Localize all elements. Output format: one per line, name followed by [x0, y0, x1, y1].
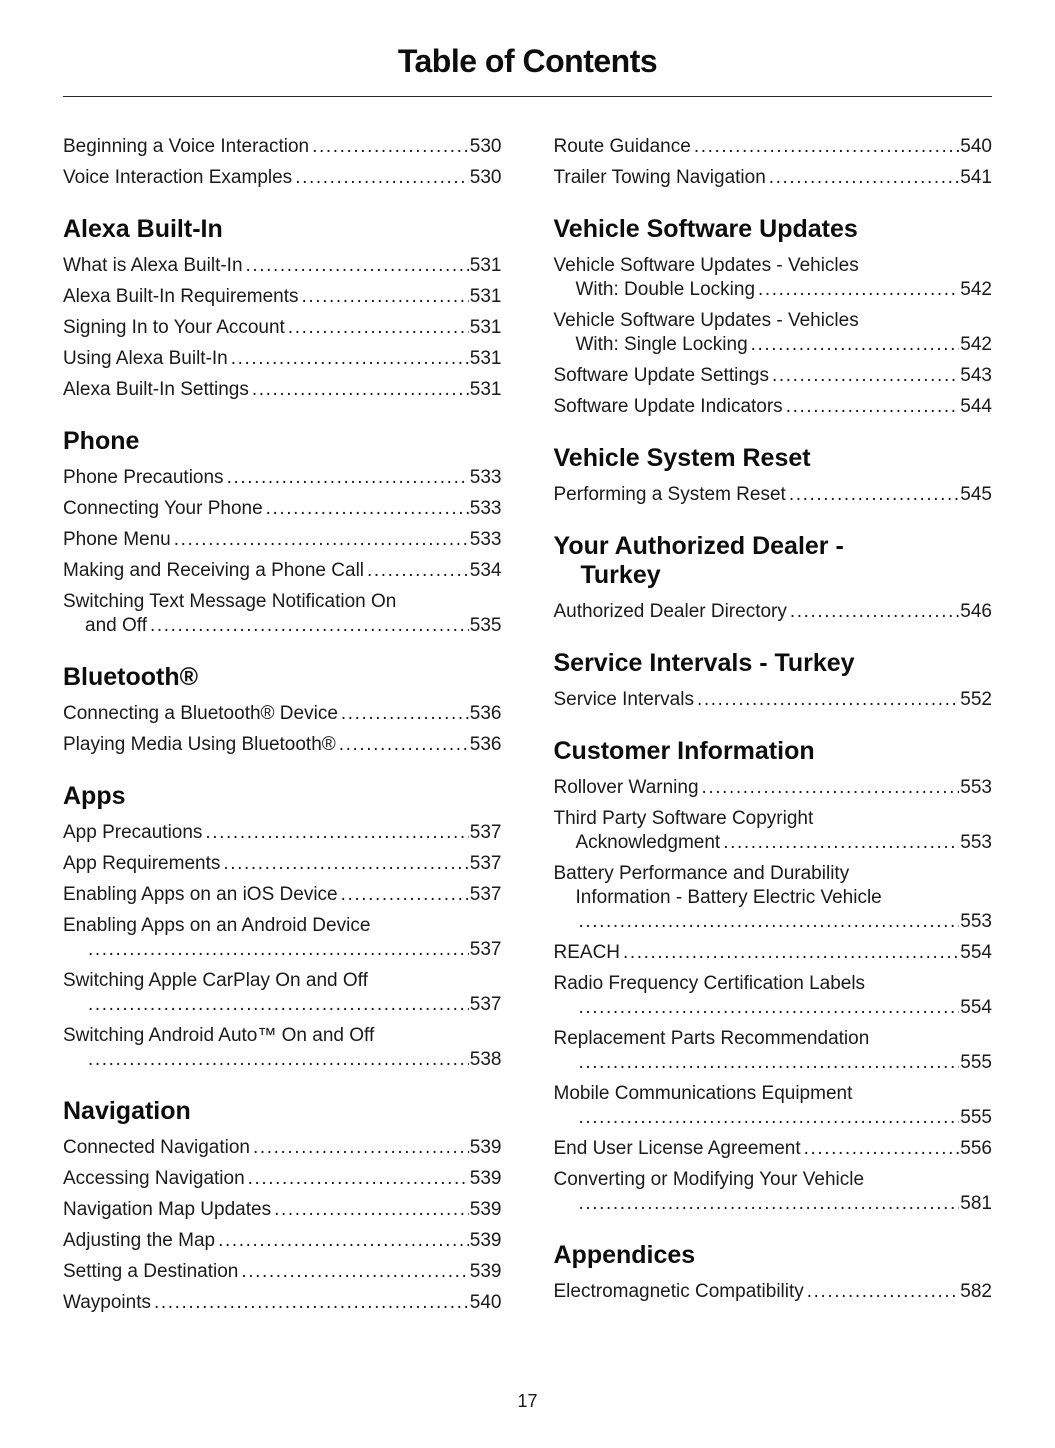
- entry-page-number: 553: [960, 777, 992, 798]
- section-heading: [63, 427, 502, 456]
- entry-leader-line: [554, 1106, 993, 1130]
- entry-title: Phone Precautions: [63, 467, 224, 488]
- entry-leader-line: [63, 1260, 502, 1284]
- entry-leader-line: [63, 1198, 502, 1222]
- entry-leader-line: [554, 1051, 993, 1075]
- entry-text-line: Enabling Apps on an Android Device: [63, 915, 371, 936]
- entry-title: Setting a Destination: [63, 1261, 239, 1282]
- dot-leader: [341, 883, 469, 907]
- entry-leader-line: [63, 883, 502, 907]
- entry-title: Navigation Map Updates: [63, 1199, 272, 1220]
- entry-title: Acknowledgment: [575, 832, 721, 853]
- entry-page-number: 554: [960, 997, 992, 1018]
- section-heading-line: Bluetooth®: [63, 663, 199, 691]
- entry-title: Connecting a Bluetooth® Device: [63, 703, 338, 724]
- dot-leader: [150, 614, 469, 638]
- dot-leader: [341, 702, 469, 726]
- toc-entry: [63, 1136, 502, 1160]
- toc-entry: [63, 1024, 502, 1072]
- entry-title: Beginning a Voice Interaction: [63, 136, 310, 157]
- toc-entry: [63, 254, 502, 278]
- dot-leader: [246, 254, 469, 278]
- toc-entry: [554, 776, 993, 800]
- toc-entry: [63, 378, 502, 402]
- entry-page-number: 544: [960, 396, 992, 417]
- entry-leader-line: [63, 347, 502, 371]
- entry-page-number: 531: [469, 317, 502, 338]
- dot-leader: [253, 1136, 469, 1160]
- section-heading-line: Apps: [63, 782, 126, 810]
- dot-leader: [174, 528, 469, 552]
- entry-text-line: Mobile Communications Equipment: [553, 1083, 853, 1104]
- entry-leader-line: [63, 852, 502, 876]
- entry-page-number: 540: [960, 136, 992, 157]
- dot-leader: [697, 688, 959, 712]
- entry-leader-line: [554, 333, 993, 357]
- toc-section: [554, 737, 993, 1216]
- toc-section: [554, 135, 993, 190]
- entry-leader-line: [63, 1291, 502, 1315]
- entry-title: Enabling Apps on an iOS Device: [63, 884, 338, 905]
- toc-section: [554, 215, 993, 419]
- entry-leader-line: [63, 528, 502, 552]
- entry-page-number: 552: [960, 689, 992, 710]
- entry-leader-line: [554, 166, 993, 190]
- entry-page-number: 540: [469, 1292, 502, 1313]
- toc-section: [63, 663, 502, 757]
- dot-leader: [694, 135, 959, 159]
- entry-title: REACH: [553, 942, 621, 963]
- entry-title: Accessing Navigation: [63, 1168, 245, 1189]
- dot-leader: [205, 821, 468, 845]
- toc-entry: [554, 309, 993, 357]
- dot-leader: [789, 483, 959, 507]
- entry-leader-line: [63, 316, 502, 340]
- entry-page-number: 555: [960, 1107, 992, 1128]
- dot-leader: [623, 941, 959, 965]
- entry-page-number: 553: [960, 832, 992, 853]
- entry-page-number: 553: [960, 911, 992, 932]
- entry-page-number: 537: [469, 853, 502, 874]
- entry-title: Phone Menu: [63, 529, 171, 550]
- entry-title: Trailer Towing Navigation: [553, 167, 766, 188]
- entry-page-number: 543: [960, 365, 992, 386]
- page-footer: [0, 1391, 1055, 1412]
- toc-entry: [63, 285, 502, 309]
- dot-leader: [790, 600, 959, 624]
- toc-entry: [554, 1082, 993, 1130]
- dot-leader: [88, 993, 469, 1017]
- section-heading-line: Your Authorized Dealer -: [553, 532, 844, 560]
- entry-page-number: 534: [469, 560, 502, 581]
- section-heading-line: Service Intervals - Turkey: [553, 649, 855, 677]
- section-heading: [63, 1097, 502, 1126]
- entry-leader-line: [554, 364, 993, 388]
- entry-page-number: 537: [469, 822, 502, 843]
- entry-page-number: 531: [469, 255, 502, 276]
- section-heading-line: Alexa Built-In: [63, 215, 223, 243]
- dot-leader: [252, 378, 469, 402]
- section-heading: [63, 215, 502, 244]
- entry-page-number: 539: [469, 1261, 502, 1282]
- entry-page-number: 539: [469, 1199, 502, 1220]
- entry-title: Waypoints: [63, 1292, 151, 1313]
- entry-text-line: Switching Android Auto™ On and Off: [63, 1025, 375, 1046]
- entry-title: App Requirements: [63, 853, 221, 874]
- entry-title: Connected Navigation: [63, 1137, 250, 1158]
- entry-page-number: 581: [960, 1193, 992, 1214]
- entry-title: Using Alexa Built-In: [63, 348, 228, 369]
- entry-title: With: Single Locking: [575, 334, 748, 355]
- toc-columns: [63, 135, 992, 1340]
- entry-page-number: 531: [469, 379, 502, 400]
- toc-entry: [554, 600, 993, 624]
- dot-leader: [227, 466, 469, 490]
- toc-section: [554, 532, 993, 624]
- entry-title: End User License Agreement: [553, 1138, 801, 1159]
- entry-text-line: Radio Frequency Certification Labels: [553, 973, 866, 994]
- entry-page-number: 542: [960, 279, 992, 300]
- entry-leader-line: [554, 135, 993, 159]
- toc-entry: [63, 914, 502, 962]
- entry-page-number: 531: [469, 286, 502, 307]
- entry-leader-line: [63, 166, 502, 190]
- toc-entry: [63, 969, 502, 1017]
- toc-section: [554, 444, 993, 507]
- entry-page-number: 554: [960, 942, 992, 963]
- dot-leader: [339, 733, 469, 757]
- page-header: [63, 42, 992, 97]
- dot-leader: [579, 1192, 960, 1216]
- dot-leader: [367, 559, 469, 583]
- toc-section: [63, 135, 502, 190]
- toc-entry: [554, 1027, 993, 1075]
- dot-leader: [288, 316, 469, 340]
- entry-title: Performing a System Reset: [553, 484, 786, 505]
- toc-entry: [63, 1198, 502, 1222]
- dot-leader: [312, 135, 469, 159]
- entry-leader-line: [63, 993, 502, 1017]
- toc-entry: [63, 528, 502, 552]
- entry-page-number: 542: [960, 334, 992, 355]
- dot-leader: [274, 1198, 469, 1222]
- section-heading: [554, 532, 993, 590]
- entry-title: and Off: [85, 615, 147, 636]
- section-heading: [63, 663, 502, 692]
- entry-title: Making and Receiving a Phone Call: [63, 560, 365, 581]
- entry-leader-line: [63, 938, 502, 962]
- section-heading: [554, 444, 993, 473]
- entry-leader-line: [63, 702, 502, 726]
- entry-title: Voice Interaction Examples: [63, 167, 293, 188]
- entry-page-number: 536: [469, 734, 502, 755]
- dot-leader: [786, 395, 960, 419]
- dot-leader: [579, 996, 960, 1020]
- entry-text-line: Information - Battery Electric Vehicle: [575, 887, 882, 908]
- entry-title: Rollover Warning: [553, 777, 699, 798]
- toc-entry: [554, 395, 993, 419]
- dot-leader: [772, 364, 959, 388]
- entry-leader-line: [554, 483, 993, 507]
- section-heading-line: Vehicle System Reset: [553, 444, 811, 472]
- entry-title: With: Double Locking: [575, 279, 756, 300]
- entry-leader-line: [554, 1137, 993, 1161]
- entry-title: What is Alexa Built-In: [63, 255, 243, 276]
- entry-title: Connecting Your Phone: [63, 498, 263, 519]
- dot-leader: [804, 1137, 960, 1161]
- entry-text-line: Battery Performance and Durability: [553, 863, 850, 884]
- toc-entry: [63, 1229, 502, 1253]
- dot-leader: [579, 910, 960, 934]
- entry-page-number: 536: [469, 703, 502, 724]
- toc-entry: [63, 1167, 502, 1191]
- toc-entry: [554, 1280, 993, 1304]
- dot-leader: [579, 1106, 960, 1130]
- toc-entry: [554, 1168, 993, 1216]
- page-number: 17: [517, 1391, 538, 1411]
- entry-page-number: 537: [469, 884, 502, 905]
- entry-title: Alexa Built-In Settings: [63, 379, 249, 400]
- dot-leader: [751, 333, 960, 357]
- entry-leader-line: [554, 395, 993, 419]
- toc-entry: [63, 347, 502, 371]
- entry-title: Authorized Dealer Directory: [553, 601, 787, 622]
- entry-leader-line: [63, 1167, 502, 1191]
- entry-leader-line: [554, 1280, 993, 1304]
- toc-entry: [63, 852, 502, 876]
- entry-page-number: 556: [960, 1138, 992, 1159]
- toc-entry: [554, 972, 993, 1020]
- entry-leader-line: [63, 733, 502, 757]
- entry-page-number: 582: [960, 1281, 992, 1302]
- toc-section: [554, 1241, 993, 1304]
- toc-entry: [63, 733, 502, 757]
- entry-text-line: Replacement Parts Recommendation: [553, 1028, 870, 1049]
- entry-leader-line: [554, 941, 993, 965]
- entry-title: Electromagnetic Compatibility: [553, 1281, 804, 1302]
- toc-entry: [554, 166, 993, 190]
- dot-leader: [241, 1260, 468, 1284]
- entry-title: Alexa Built-In Requirements: [63, 286, 299, 307]
- toc-entry: [554, 807, 993, 855]
- entry-leader-line: [554, 278, 993, 302]
- entry-page-number: 535: [469, 615, 502, 636]
- entry-title: Software Update Indicators: [553, 396, 783, 417]
- entry-page-number: 555: [960, 1052, 992, 1073]
- entry-text-line: Converting or Modifying Your Vehicle: [553, 1169, 865, 1190]
- entry-leader-line: [63, 135, 502, 159]
- toc-column-2: [554, 135, 993, 1340]
- section-heading-line: Customer Information: [553, 737, 815, 765]
- entry-leader-line: [63, 559, 502, 583]
- toc-entry: [554, 364, 993, 388]
- section-heading-line: Appendices: [553, 1241, 696, 1269]
- entry-text-line: Third Party Software Copyright: [553, 808, 814, 829]
- dot-leader: [579, 1051, 960, 1075]
- entry-leader-line: [63, 285, 502, 309]
- toc-entry: [554, 941, 993, 965]
- entry-page-number: 533: [469, 498, 502, 519]
- entry-text-line: Vehicle Software Updates - Vehicles: [553, 255, 859, 276]
- title-divider: [63, 96, 992, 97]
- entry-page-number: 541: [960, 167, 992, 188]
- entry-page-number: 533: [469, 467, 502, 488]
- dot-leader: [88, 1048, 469, 1072]
- toc-entry: [63, 1291, 502, 1315]
- entry-leader-line: [554, 776, 993, 800]
- toc-entry: [63, 466, 502, 490]
- entry-page-number: 539: [469, 1137, 502, 1158]
- dot-leader: [154, 1291, 469, 1315]
- toc-entry: [63, 316, 502, 340]
- section-heading: [554, 737, 993, 766]
- section-heading-line: Turkey: [580, 561, 661, 589]
- dot-leader: [248, 1167, 469, 1191]
- entry-page-number: 530: [469, 167, 502, 188]
- section-heading-line: Navigation: [63, 1097, 191, 1125]
- toc-entry: [63, 821, 502, 845]
- toc-section: [554, 649, 993, 712]
- entry-leader-line: [63, 466, 502, 490]
- entry-page-number: 538: [469, 1049, 502, 1070]
- entry-leader-line: [554, 910, 993, 934]
- entry-title: App Precautions: [63, 822, 203, 843]
- entry-leader-line: [63, 378, 502, 402]
- entry-page-number: 539: [469, 1168, 502, 1189]
- entry-title: Signing In to Your Account: [63, 317, 285, 338]
- entry-page-number: 546: [960, 601, 992, 622]
- entry-leader-line: [554, 1192, 993, 1216]
- entry-leader-line: [554, 600, 993, 624]
- dot-leader: [295, 166, 469, 190]
- dot-leader: [302, 285, 469, 309]
- toc-entry: [63, 166, 502, 190]
- toc-entry: [63, 497, 502, 521]
- toc-section: [63, 782, 502, 1072]
- dot-leader: [758, 278, 959, 302]
- section-heading: [63, 782, 502, 811]
- entry-leader-line: [63, 821, 502, 845]
- entry-page-number: 533: [469, 529, 502, 550]
- toc-entry: [554, 254, 993, 302]
- toc-section: [63, 427, 502, 638]
- toc-entry: [63, 1260, 502, 1284]
- entry-leader-line: [554, 688, 993, 712]
- entry-page-number: 530: [469, 136, 502, 157]
- entry-page-number: 545: [960, 484, 992, 505]
- entry-page-number: 537: [469, 994, 502, 1015]
- toc-entry: [554, 862, 993, 934]
- entry-leader-line: [554, 996, 993, 1020]
- toc-entry: [554, 688, 993, 712]
- toc-entry: [63, 559, 502, 583]
- entry-leader-line: [63, 254, 502, 278]
- dot-leader: [223, 852, 468, 876]
- entry-text-line: Vehicle Software Updates - Vehicles: [553, 310, 859, 331]
- entry-leader-line: [63, 497, 502, 521]
- section-heading-line: Vehicle Software Updates: [553, 215, 858, 243]
- entry-title: Route Guidance: [553, 136, 691, 157]
- entry-page-number: 539: [469, 1230, 502, 1251]
- entry-page-number: 531: [469, 348, 502, 369]
- entry-title: Software Update Settings: [553, 365, 769, 386]
- entry-title: Playing Media Using Bluetooth®: [63, 734, 336, 755]
- page-title: Table of Contents: [397, 43, 658, 79]
- section-heading: [554, 649, 993, 678]
- toc-section: [63, 1097, 502, 1315]
- entry-leader-line: [554, 831, 993, 855]
- toc-column-1: [63, 135, 502, 1340]
- dot-leader: [702, 776, 960, 800]
- dot-leader: [723, 831, 959, 855]
- toc-entry: [554, 483, 993, 507]
- toc-entry: [63, 590, 502, 638]
- dot-leader: [769, 166, 960, 190]
- dot-leader: [807, 1280, 960, 1304]
- toc-section: [63, 215, 502, 402]
- dot-leader: [88, 938, 469, 962]
- entry-leader-line: [63, 1229, 502, 1253]
- entry-text-line: Switching Text Message Notification On: [63, 591, 397, 612]
- entry-page-number: 537: [469, 939, 502, 960]
- toc-entry: [63, 702, 502, 726]
- dot-leader: [231, 347, 469, 371]
- dot-leader: [266, 497, 469, 521]
- toc-entry: [63, 135, 502, 159]
- entry-title: Service Intervals: [553, 689, 694, 710]
- entry-leader-line: [63, 1136, 502, 1160]
- entry-text-line: Switching Apple CarPlay On and Off: [63, 970, 368, 991]
- toc-entry: [554, 1137, 993, 1161]
- section-heading-line: Phone: [63, 427, 140, 455]
- section-heading: [554, 215, 993, 244]
- entry-leader-line: [63, 1048, 502, 1072]
- entry-title: Adjusting the Map: [63, 1230, 216, 1251]
- toc-entry: [554, 135, 993, 159]
- dot-leader: [218, 1229, 469, 1253]
- entry-leader-line: [63, 614, 502, 638]
- section-heading: [554, 1241, 993, 1270]
- toc-entry: [63, 883, 502, 907]
